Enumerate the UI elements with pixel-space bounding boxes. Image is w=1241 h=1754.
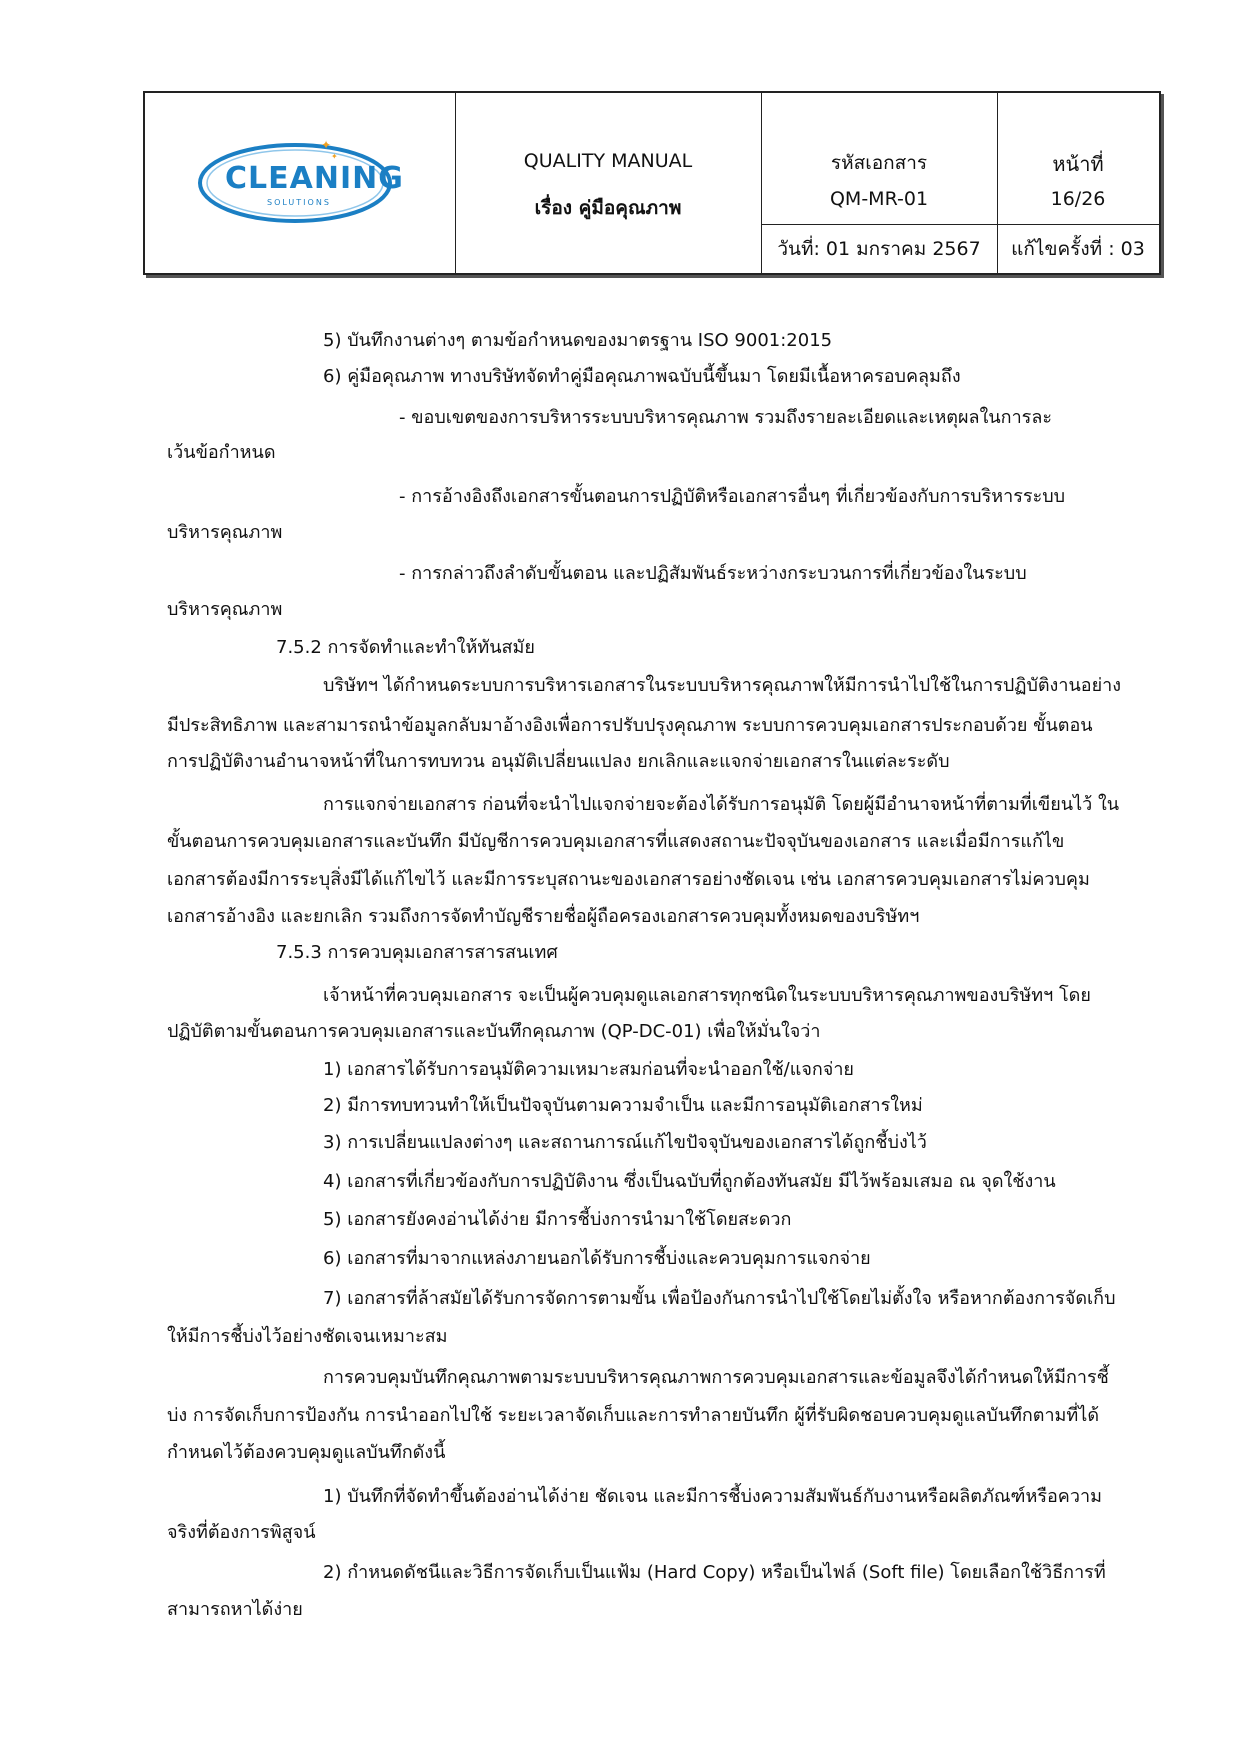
body-line: เอกสารต้องมีการระบุสิ่งมีได้แก้ไขไว้ และมีการระบุสถานะของเอกสารอย่างชัดเจน เช่น เอกสารควบคุมเอกสารไม่ควบคุม [167, 869, 1090, 890]
body-line: กำหนดไว้ต้องควบคุมดูแลบันทึกดังนี้ [167, 1442, 446, 1463]
svg-text:✦: ✦ [331, 152, 338, 161]
body-line: การแจกจ่ายเอกสาร ก่อนที่จะนำไปแจกจ่ายจะต้องได้รับการอนุมัติ โดยผู้มีอำนาจหน้าที่ตามที่เขียนไว้ ใน [323, 794, 1120, 815]
manual-title-th: เรื่อง คู่มือคุณภาพ [534, 197, 682, 219]
svg-text:✦: ✦ [321, 138, 332, 152]
page-number: 16/26 [1050, 188, 1106, 210]
section-heading: 7.5.3 การควบคุมเอกสารสารสนเทศ [276, 942, 558, 963]
body-line: - การอ้างอิงถึงเอกสารขั้นตอนการปฏิบัติหรือเอกสารอื่นๆ ที่เกี่ยวข้องกับการบริหารระบบ [399, 486, 1066, 507]
title-cell [455, 93, 762, 273]
body-line: มีประสิทธิภาพ และสามารถนำข้อมูลกลับมาอ้างอิงเพื่อการปรับปรุงคุณภาพ ระบบการควบคุมเอกสารประกอบด้วย ขั้นตอน [167, 715, 1093, 736]
body-line: 5) บันทึกงานต่างๆ ตามข้อกำหนดของมาตรฐาน ISO 9001:2015 [323, 330, 833, 351]
list-item: 1) เอกสารได้รับการอนุมัติความเหมาะสมก่อนที่จะนำออกใช้/แจกจ่าย [323, 1059, 854, 1080]
body-line: - การกล่าวถึงลำดับขั้นตอน และปฏิสัมพันธ์ระหว่างกระบวนการที่เกี่ยวข้องในระบบ [399, 563, 1027, 584]
body-line: การปฏิบัติงานอำนาจหน้าที่ในการทบทวน อนุมัติเปลี่ยนแปลง ยกเลิกและแจกจ่ายเอกสารในแต่ละระดับ [167, 751, 950, 772]
body-line: การควบคุมบันทึกคุณภาพตามระบบบริหารคุณภาพการควบคุมเอกสารและข้อมูลจึงได้กำหนดให้มีการชี้ [323, 1367, 1109, 1388]
body-line: บริหารคุณภาพ [167, 522, 283, 543]
list-item: 2) มีการทบทวนทำให้เป็นปัจจุบันตามความจำเป็น และมีการอนุมัติเอกสารใหม่ [323, 1095, 923, 1116]
body-line: ให้มีการชี้บ่งไว้อย่างชัดเจนเหมาะสม [167, 1326, 448, 1347]
list-item: 1) บันทึกที่จัดทำขึ้นต้องอ่านได้ง่าย ชัดเจน และมีการชี้บ่งความสัมพันธ์กับงานหรือผลิตภัณฑ์หรือความ [323, 1486, 1102, 1507]
page-cell [997, 93, 1159, 273]
body-line: เจ้าหน้าที่ควบคุมเอกสาร จะเป็นผู้ควบคุมดูแลเอกสารทุกชนิดในระบบบริหารคุณภาพของบริษัทฯ โดย [323, 985, 1091, 1006]
document-header [143, 91, 1161, 275]
body-line: เอกสารอ้างอิง และยกเลิก รวมถึงการจัดทำบัญชีรายชื่อผู้ถือครองเอกสารควบคุมทั้งหมดของบริษัทฯ [167, 906, 920, 927]
body-line: - ขอบเขตของการบริหารระบบบริหารคุณภาพ รวมถึงรายละเอียดและเหตุผลในการละ [399, 407, 1053, 428]
body-line: ขั้นตอนการควบคุมเอกสารและบันทึก มีบัญชีการควบคุมเอกสารที่แสดงสถานะปัจจุบันของเอกสาร และเมื่อมีการแก้ไข [167, 831, 1065, 852]
list-item: 7) เอกสารที่ล้าสมัยได้รับการจัดการตามขั้น เพื่อป้องกันการนำไปใช้โดยไม่ตั้งใจ หรือหากต้องการจัดเก็บ [323, 1288, 1116, 1309]
list-item: 4) เอกสารที่เกี่ยวข้องกับการปฏิบัติงาน ซึ่งเป็นฉบับที่ถูกต้องทันสมัย มีไว้พร้อมเสมอ ณ จุดใช้งาน [323, 1171, 1056, 1192]
logo-cell [145, 93, 456, 273]
doc-code-label: รหัสเอกสาร [830, 152, 928, 174]
body-line: บริหารคุณภาพ [167, 599, 283, 620]
body-line: 6) คู่มือคุณภาพ ทางบริษัทจัดทำคู่มือคุณภาพฉบับนี้ขึ้นมา โดยมีเนื้อหาครอบคลุมถึง [323, 366, 961, 387]
logo-text: CLEANING [225, 161, 404, 196]
doc-code: QM-MR-01 [829, 188, 929, 210]
logo-subtext: SOLUTIONS [267, 198, 331, 207]
body-line: เว้นข้อกำหนด [167, 442, 276, 463]
revision: แก้ไขครั้งที่ : 03 [997, 224, 1159, 273]
company-logo [195, 135, 404, 230]
doc-date: วันที่: 01 มกราคม 2567 [761, 224, 997, 273]
body-line: สามารถหาได้ง่าย [167, 1599, 303, 1620]
list-item: 5) เอกสารยังคงอ่านได้ง่าย มีการชี้บ่งการนำมาใช้โดยสะดวก [323, 1209, 792, 1230]
list-item: 3) การเปลี่ยนแปลงต่างๆ และสถานการณ์แก้ไขปัจจุบันของเอกสารได้ถูกชี้บ่งไว้ [323, 1132, 927, 1153]
list-item: 2) กำหนดดัชนีและวิธีการจัดเก็บเป็นแฟ้ม (Hard Copy) หรือเป็นไฟล์ (Soft file) โดยเลือกใช้วิธีการที่ [323, 1562, 1106, 1583]
page-label: หน้าที่ [1052, 152, 1104, 176]
body-line: ปฏิบัติตามขั้นตอนการควบคุมเอกสารและบันทึกคุณภาพ (QP-DC-01) เพื่อให้มั่นใจว่า [167, 1021, 821, 1042]
list-item: 6) เอกสารที่มาจากแหล่งภายนอกได้รับการชี้บ่งและควบคุมการแจกจ่าย [323, 1248, 871, 1269]
doc-code-cell [761, 93, 998, 273]
body-line: บ่ง การจัดเก็บการป้องกัน การนำออกไปใช้ ระยะเวลาจัดเก็บและการทำลายบันทึก ผู้ที่รับผิดชอบควบคุมดูแลบันทึกตามที่ได้ [167, 1405, 1100, 1426]
body-line: จริงที่ต้องการพิสูจน์ [167, 1522, 316, 1543]
section-heading: 7.5.2 การจัดทำและทำให้ทันสมัย [276, 637, 535, 658]
body-line: บริษัทฯ ได้กำหนดระบบการบริหารเอกสารในระบบบริหารคุณภาพให้มีการนำไปใช้ในการปฏิบัติงานอย่าง [323, 675, 1122, 696]
manual-title-en: QUALITY MANUAL [523, 150, 693, 172]
